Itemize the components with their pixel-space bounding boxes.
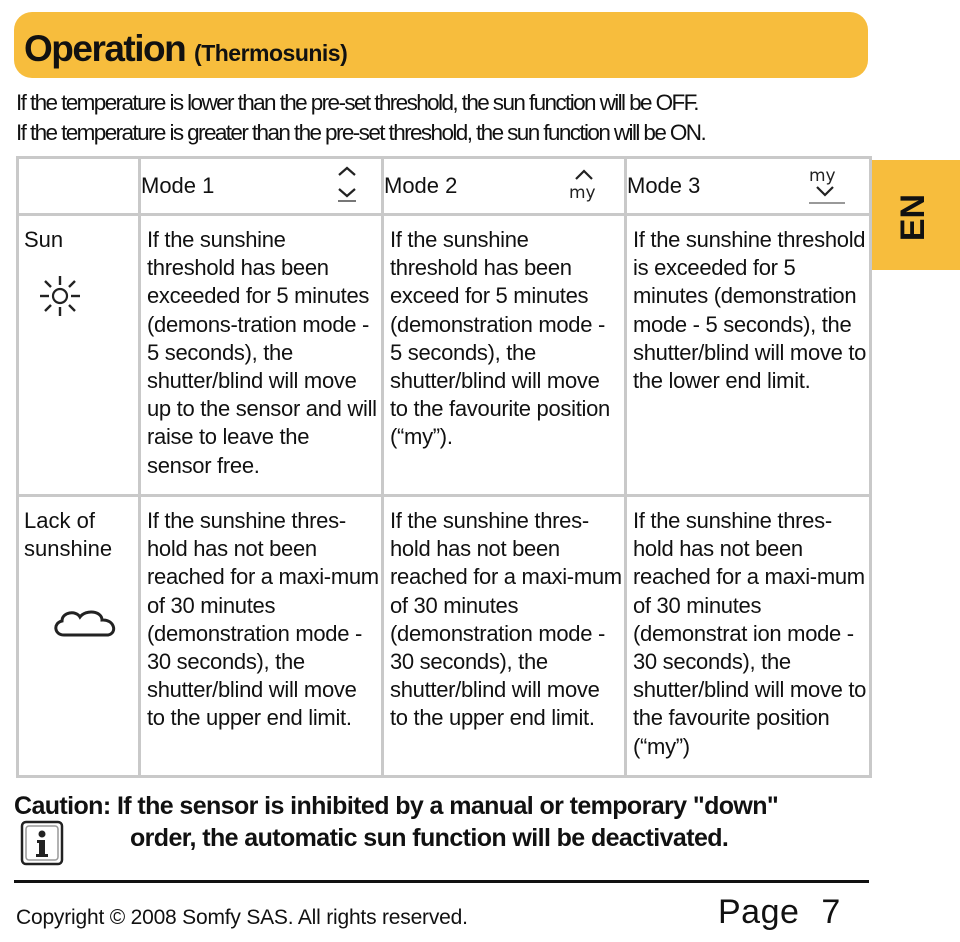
my-down-icon <box>807 165 847 213</box>
row-label-lack-text: Lack of sunshine <box>24 508 113 561</box>
sun-mode-1-cell: If the sunshine threshold has been exceeded for 5 minutes (demons-tration mode - 5 seconds), the shutter/blind will move up to the sensor and will raise to leave the sensor free. <box>140 215 383 496</box>
sun-mode-2-cell: If the sunshine threshold has been exceed for 5 minutes (demonstration mode - 5 seconds), the shutter/blind will move to the favourite position (“my”). <box>383 215 626 496</box>
corner-cell <box>18 158 140 215</box>
copyright-text: Copyright © 2008 Somfy SAS. All rights reserved. <box>16 906 468 929</box>
language-tab-label: EN <box>894 193 933 242</box>
row-label-lack-of-sunshine <box>18 496 140 777</box>
mode-1-label: Mode 1 <box>141 173 215 198</box>
table-header-row <box>18 158 871 215</box>
info-icon <box>20 820 64 866</box>
page-number: 7 <box>821 893 841 931</box>
up-my-icon <box>566 165 602 209</box>
modes-table <box>16 156 872 778</box>
sun-mode-3-cell: If the sunshine threshold is exceeded for 5 minutes (demonstration mode - 5 seconds), the shutter/blind will move to the lower end limit. <box>626 215 871 496</box>
intro-line-1: If the temperature is lower than the pre-set threshold, the sun function will be OFF. <box>16 90 698 115</box>
title-main: Operation <box>24 28 186 69</box>
cloud-icon <box>50 607 138 648</box>
mode-2-header <box>383 158 626 215</box>
mode-3-label: Mode 3 <box>627 173 701 198</box>
row-label-sun-text: Sun <box>24 227 64 252</box>
footer-rule <box>14 880 869 883</box>
intro-text <box>16 88 876 148</box>
caution-note <box>14 790 884 854</box>
row-label-sun <box>18 215 140 496</box>
lack-mode-3-cell: If the sunshine thres-hold has not been reached for a maxi-mum of 30 minutes (demonstrat ion mode - 30 seconds), the shutter/blind will move to the favourite position (“my”) <box>626 496 871 777</box>
mode-3-header <box>626 158 871 215</box>
page-indicator <box>718 893 841 932</box>
svg-text:my: my <box>569 183 596 203</box>
lack-mode-2-cell: If the sunshine thres-hold has not been reached for a maxi-mum of 30 minutes (demonstration mode - 30 seconds), the shutter/blind will move to the upper end limit. <box>383 496 626 777</box>
mode-2-label: Mode 2 <box>384 173 458 198</box>
section-header <box>14 12 868 78</box>
svg-text:my: my <box>809 166 836 186</box>
intro-line-2: If the temperature is greater than the pre-set threshold, the sun function will be ON. <box>16 120 706 145</box>
title-subtitle: (Thermosunis) <box>194 40 348 66</box>
lack-mode-1-cell: If the sunshine thres-hold has not been reached for a maxi-mum of 30 minutes (demonstration mode - 30 seconds), the shutter/blind will move to the upper end limit. <box>140 496 383 777</box>
table-row-sun <box>18 215 871 496</box>
sun-icon <box>38 274 138 325</box>
page-label: Page <box>718 893 800 931</box>
caution-line-2: order, the automatic sun function will be deactivated. <box>130 824 729 852</box>
table-row-lack-of-sunshine <box>18 496 871 777</box>
mode-1-header <box>140 158 383 215</box>
caution-line-1: If the sensor is inhibited by a manual or temporary "down" <box>116 792 779 820</box>
caution-label: Caution: <box>14 792 111 820</box>
language-tab <box>870 160 960 270</box>
section-title <box>24 28 347 70</box>
up-down-arrows-icon <box>335 165 359 209</box>
